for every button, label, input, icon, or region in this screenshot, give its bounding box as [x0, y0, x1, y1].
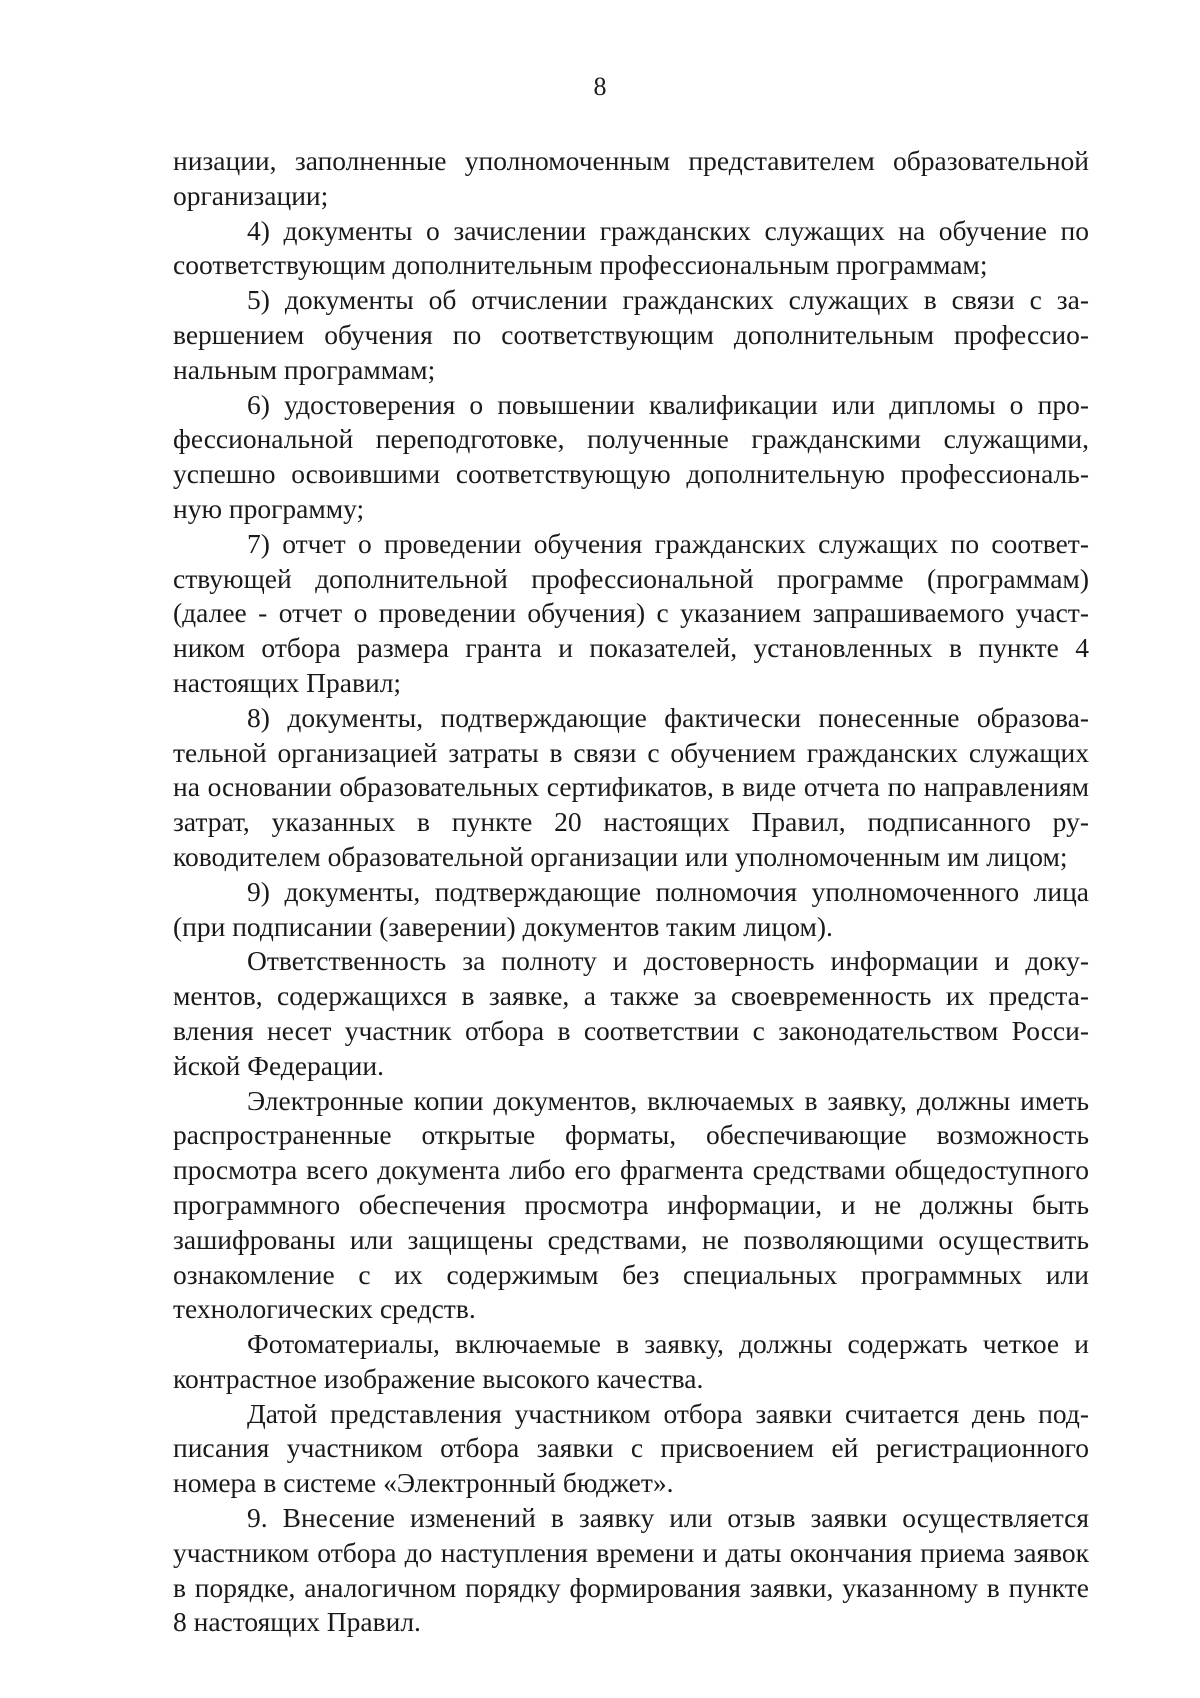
list-item-9: 9) документы, подтверждающие полномочия уполномоченного лица (при подписании (заверении) документов таким лицом). [173, 875, 1089, 942]
clause-9: 9. Внесение изменений в заявку или отзыв заявки осуществляется участником отбора до наступления времени и даты окончания приема заявок в порядке, аналогичном порядку формирования заявки, указанному в пункте 8 настоящих Правил. [173, 1502, 1089, 1638]
list-item-6: 6) удостоверения о повышении квалификации или дипломы о профессиональной переподготовке, полученные гражданскими служащими, успешно освоившими соответствующую дополнительную профессиональную программу; [173, 388, 1089, 524]
paragraph-submission-date: Датой представления участником отбора заявки считается день подписания участником отбора заявки с присвоением ей регистрационного номера в системе «Электронный бюджет». [173, 1397, 1089, 1499]
paragraph-electronic-copies: Электронные копии документов, включаемых в заявку, должны иметь распространенные открытые форматы, обеспечивающие возможность просмотра всего документа либо его фрагмента средствами общедоступного программного обеспечения просмотра информации, и не должны быть зашифрованы или защищены средствами, не позволяющими осуществить ознакомление с их содержимым без специальных программных или технологических средств. [173, 1084, 1089, 1325]
list-item-8: 8) документы, подтверждающие фактически понесенные образовательной организацией затраты в связи с обучением гражданских служащих на основании образовательных сертификатов, в виде отчета по направлениям затрат, указанных в пункте 20 настоящих Правил, подписанного руководителем образовательной организации или уполномоченным им лицом; [173, 701, 1089, 872]
paragraph-continuation: низации, заполненные уполномоченным представителем образовательной организации; [173, 145, 1089, 211]
list-item-7: 7) отчет о проведении обучения гражданских служащих по соответствующей дополнительной профессиональной программе (программам) (далее - отчет о проведении обучения) с указанием запрашиваемого участником отбора размера гранта и показателей, установленных в пункте 4 настоящих Правил; [173, 527, 1089, 698]
list-item-4: 4) документы о зачислении гражданских служащих на обучение по соответствующим дополнительным профессиональным программам; [173, 214, 1089, 281]
document-body [173, 144, 1089, 1640]
list-item-5: 5) документы об отчислении гражданских служащих в связи с завершением обучения по соответствующим дополнительным профессиональным программам; [173, 284, 1089, 385]
paragraph-photos: Фотоматериалы, включаемые в заявку, должны содержать четкое и контрастное изображение высокого качества. [173, 1328, 1089, 1394]
page-number: 8 [593, 72, 607, 101]
paragraph-responsibility: Ответственность за полноту и достоверность информации и документов, содержащихся в заявке, а также за своевременность их представления несет участник отбора в соответствии с законодательством Российской Федерации. [173, 945, 1089, 1081]
